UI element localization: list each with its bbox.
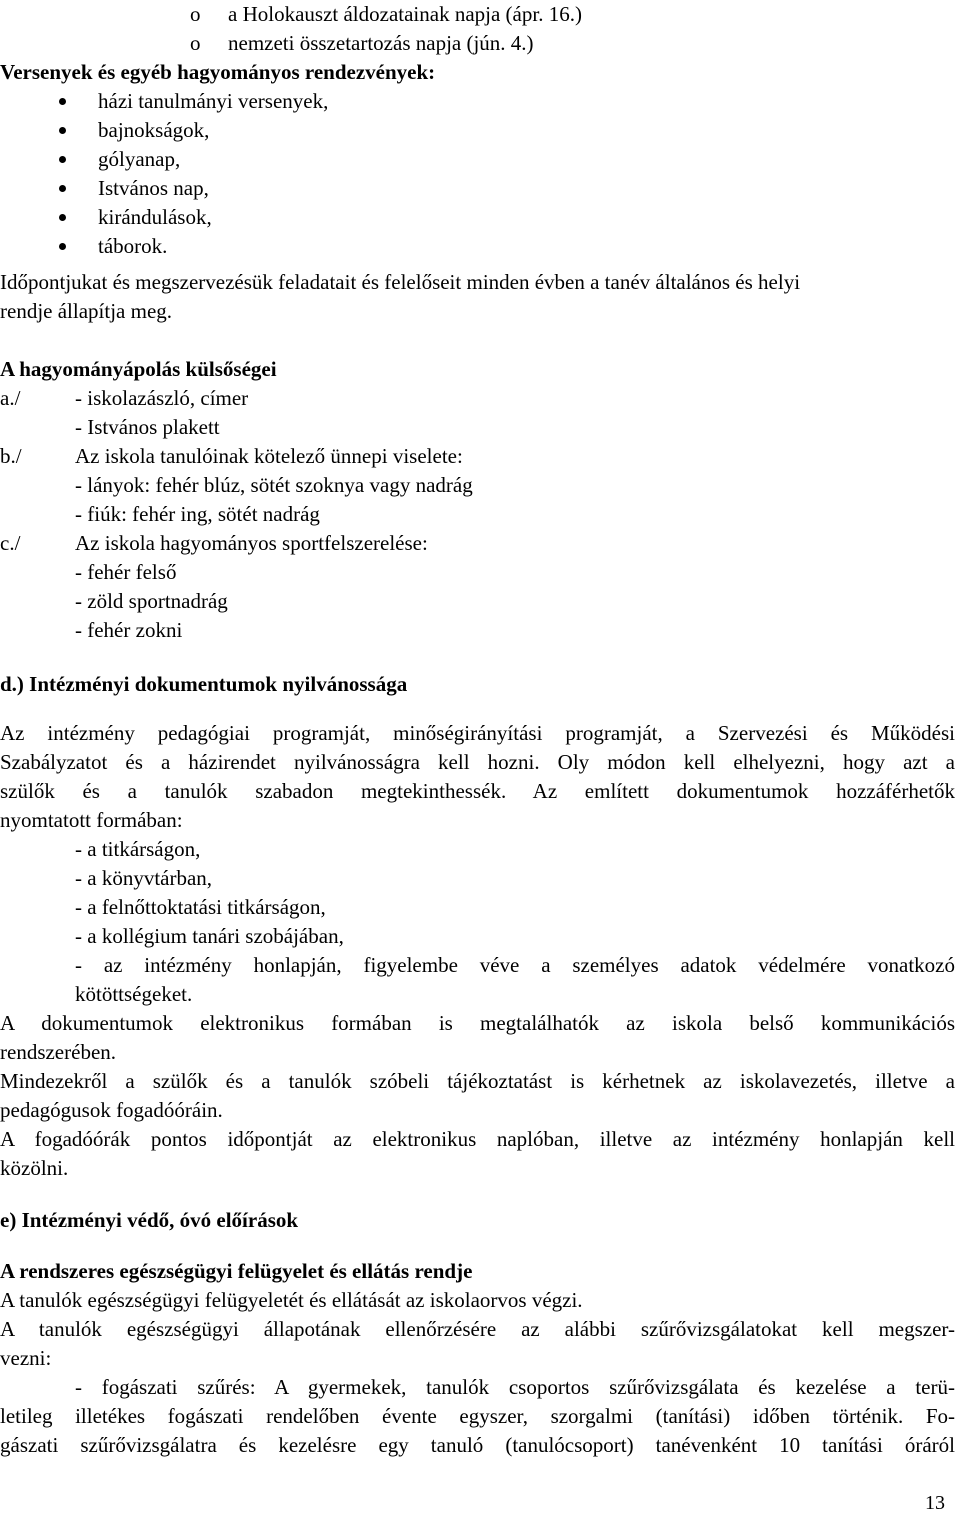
paragraph-line: pedagógusok fogadóóráin.: [0, 1098, 223, 1122]
list-item: - iskolazászló, címer: [75, 386, 249, 410]
bullet-icon: [59, 185, 66, 192]
bullet-icon: [59, 98, 66, 105]
paragraph-line: nyomtatott formában:: [0, 808, 183, 832]
paragraph-line: A tanulók egészségügyi állapotának ellenőrzésére az alábbi szűrővizsgálatokat kell megszer-: [0, 1317, 955, 1341]
item-label: b./: [0, 444, 22, 468]
section-heading: A hagyományápolás külsőségei: [0, 357, 277, 381]
paragraph-line: szülők és a tanulók szabadon megtekinthessék. Az említett dokumentumok hozzáférhetők: [0, 779, 955, 803]
section-heading: Versenyek és egyéb hagyományos rendezvények:: [0, 60, 436, 84]
paragraph-line: Időpontjukat és megszervezésük feladatait és felelőseit minden évben a tanév általános és helyi: [0, 270, 801, 294]
paragraph-line: rendje állapítja meg.: [0, 299, 173, 323]
list-item: nemzeti összetartozás napja (jún. 4.): [228, 31, 534, 55]
paragraph-line: Szabályzatot és a házirendet nyilvánosságra kell hozni. Oly módon kell elhelyezni, hogy azt a: [0, 750, 955, 774]
paragraph-line: letileg illetékes fogászati rendelőben évente egyszer, szorgalmi (tanítási) időben történik. Fo-: [0, 1404, 955, 1428]
paragraph-line: A fogadóórák pontos időpontját az elektronikus naplóban, illetve az intézmény honlapján kell: [0, 1127, 955, 1151]
list-item: kirándulások,: [98, 205, 212, 229]
list-item: a Holokauszt áldozatainak napja (ápr. 16.): [228, 2, 582, 26]
paragraph-line: Az intézmény pedagógiai programját, minőségirányítási programját, a Szervezési és Működési: [0, 721, 955, 745]
list-item: gólyanap,: [98, 147, 181, 171]
list-item: - a titkárságon,: [75, 837, 201, 861]
page-number: 13: [925, 1492, 945, 1514]
item-label: c./: [0, 531, 21, 555]
bullet-icon: [59, 214, 66, 221]
list-item: táborok.: [98, 234, 168, 258]
list-item: kötöttségeket.: [75, 982, 193, 1006]
paragraph-line: A dokumentumok elektronikus formában is megtalálhatók az iskola belső kommunikációs: [0, 1011, 955, 1035]
bullet-icon: [59, 156, 66, 163]
list-item: Az iskola tanulóinak kötelező ünnepi viselete:: [75, 444, 463, 468]
bullet-icon: [59, 243, 66, 250]
list-item: - fehér zokni: [75, 618, 183, 642]
section-heading: d.) Intézményi dokumentumok nyilvánossága: [0, 672, 408, 696]
list-item: - Istvános plakett: [75, 415, 220, 439]
list-marker: o: [190, 31, 201, 55]
list-item: - az intézmény honlapján, figyelembe véve a személyes adatok védelmére vonatkozó: [75, 953, 955, 977]
paragraph-line: közölni.: [0, 1156, 69, 1180]
list-item: - fiúk: fehér ing, sötét nadrág: [75, 502, 320, 526]
paragraph-line: gászati szűrővizsgálatra és kezelésre egy tanuló (tanulócsoport) tanévenként 10 tanítási óráról: [0, 1433, 955, 1457]
list-item: Istvános nap,: [98, 176, 209, 200]
paragraph-line: Mindezekről a szülők és a tanulók szóbeli tájékoztatást is kérhetnek az iskolavezetés, illetve a: [0, 1069, 955, 1093]
list-item: - zöld sportnadrág: [75, 589, 228, 613]
paragraph-line: A tanulók egészségügyi felügyeletét és ellátását az iskolaorvos végzi.: [0, 1288, 583, 1312]
item-label: a./: [0, 386, 21, 410]
list-item: - a könyvtárban,: [75, 866, 213, 890]
list-item: házi tanulmányi versenyek,: [98, 89, 329, 113]
section-heading: e) Intézményi védő, óvó előírások: [0, 1208, 299, 1232]
paragraph-line: vezni:: [0, 1346, 52, 1370]
list-item: Az iskola hagyományos sportfelszerelése:: [75, 531, 428, 555]
list-item: - a kollégium tanári szobájában,: [75, 924, 344, 948]
list-item: - a felnőttoktatási titkárságon,: [75, 895, 326, 919]
list-item: - lányok: fehér blúz, sötét szoknya vagy nadrág: [75, 473, 473, 497]
paragraph-line: rendszerében.: [0, 1040, 117, 1064]
paragraph-line: - fogászati szűrés: A gyermekek, tanulók csoportos szűrővizsgálata és kezelése a terü-: [75, 1375, 955, 1399]
section-subheading: A rendszeres egészségügyi felügyelet és ellátás rendje: [0, 1259, 473, 1283]
list-item: - fehér felső: [75, 560, 177, 584]
list-marker: o: [190, 2, 201, 26]
list-item: bajnokságok,: [98, 118, 210, 142]
bullet-icon: [59, 127, 66, 134]
